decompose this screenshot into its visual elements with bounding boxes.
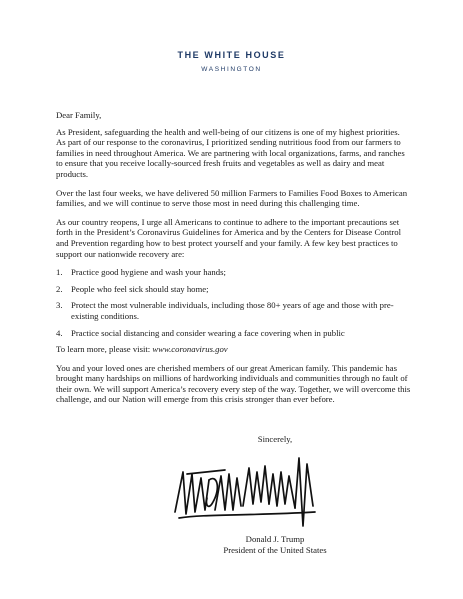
letterhead-subtitle: WASHINGTON xyxy=(201,66,262,73)
list-item xyxy=(56,284,411,295)
signer-block xyxy=(195,534,355,556)
list-item-text: Practice social distancing and consider wearing a face covering when in public xyxy=(71,327,345,338)
closing-block xyxy=(195,434,355,555)
learn-more-label: To learn more, please visit: xyxy=(56,344,153,355)
list-item-number: 1. xyxy=(56,267,63,278)
closing-salutation: Sincerely, xyxy=(257,434,293,444)
list-item xyxy=(56,328,411,339)
list-item-text: People who feel sick should stay home; xyxy=(71,283,209,294)
paragraph-food-boxes: Over the last four weeks, we have delivered 50 million Farmers to Families Food Boxes to American families, and we will continue to serve those most in need during this challenging time. xyxy=(56,187,408,209)
list-item xyxy=(56,267,411,278)
list-item xyxy=(56,300,411,321)
paragraph-safeguarding: As President, safeguarding the health and well-being of our citizens is one of my highest priorities. As part of our response to the coronavirus, I prioritized sending nutritious food from our farmers to families in need throughout America. We are partnering with local organizations, farms, and ranches to ensure that you receive locally-sourced fresh fruits and vegetables as well as dairy and meat products. xyxy=(56,126,405,179)
signer-title: President of the United States xyxy=(223,545,327,555)
learn-more-line xyxy=(56,344,411,355)
signature xyxy=(165,444,325,536)
list-item-number: 2. xyxy=(56,283,63,294)
list-item-text: Practice good hygiene and wash your hands; xyxy=(71,267,226,278)
salutation: Dear Family, xyxy=(56,110,102,120)
paragraph-precautions: As our country reopens, I urge all Americans to continue to adhere to the important precautions set forth in the President’s Coronavirus Guidelines for America and by the Centers for Disease Control and Prevention regarding how to best protect yourself and your family. A few key best practices to support our nationwide recovery are: xyxy=(56,216,402,259)
list-item-number: 3. xyxy=(56,300,63,311)
practices-list xyxy=(56,267,411,338)
list-item-number: 4. xyxy=(56,327,63,338)
list-item-text: Protect the most vulnerable individuals, including those 80+ years of age and those with pre-existing conditions. xyxy=(71,300,394,321)
letterhead-title: THE WHITE HOUSE xyxy=(177,50,286,60)
letter-body xyxy=(56,110,411,413)
letterhead xyxy=(0,50,463,73)
signer-name: Donald J. Trump xyxy=(245,534,305,544)
paragraph-closing: You and your loved ones are cherished members of our great American family. This pandemic has brought many hardships on millions of hardworking individuals and communities through no fault of their own. We will support America’s recovery every step of the way. Together, we will overcome this challenge, and our Nation will emerge from this crisis stronger than ever before. xyxy=(56,362,411,405)
learn-more-link[interactable]: www.coronavirus.gov xyxy=(152,344,228,355)
